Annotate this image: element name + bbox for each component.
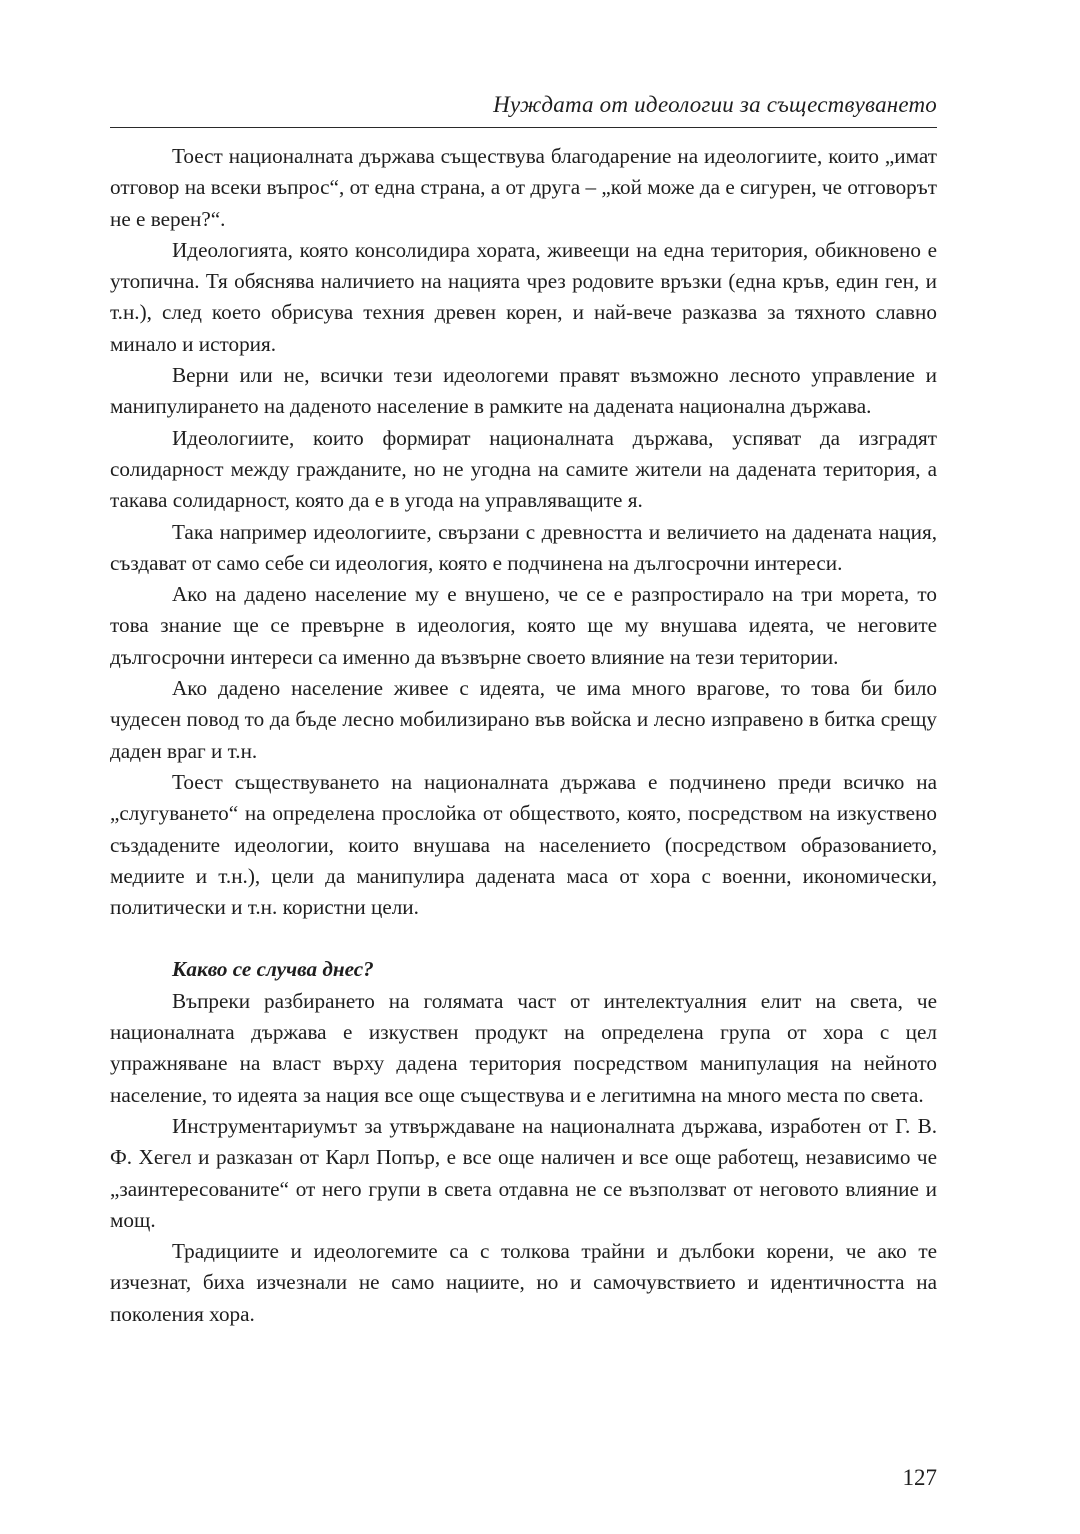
- paragraph-1: Тоест националната държава съществува благодарение на идеологиите, които „имат отговор на всеки въпрос“, от една страна, а от друга – „кой може да е сигурен, че отговорът не е верен?“.: [110, 144, 937, 231]
- page-number: 127: [902, 1465, 937, 1490]
- section-paragraph-2: Инструментариумът за утвърждаване на националната държава, изработен от Г. В. Ф. Хегел и разказан от Карл Попър, е все още наличен и все още работещ, независимо че „заинтересованите“ от него групи в света отдавна не се възползват от неговото влияние и мощ.: [110, 1113, 937, 1232]
- paragraph-5: Така например идеологиите, свързани с древността и величието на дадената нация, създават от само себе си идеология, която е подчинена на дългосрочни интереси.: [110, 519, 937, 575]
- section-heading: Какво се случва днес?: [172, 957, 374, 982]
- running-header-title: Нуждата от идеологии за съществуването: [493, 92, 937, 117]
- paragraph-3: Верни или не, всички тези идеологеми правят възможно лесното управление и манипулирането на даденото население в рамките на дадената национална държава.: [110, 363, 937, 419]
- paragraph-4: Идеологиите, които формират националната държава, успяват да изградят солидарност между гражданите, но не угодна на самите жители на дадената територия, а такава солидарност, която да е в угода на управляващите я.: [110, 425, 937, 513]
- page-body: [110, 141, 937, 1330]
- paragraph-7: Ако дадено население живее с идеята, че има много врагове, то това би било чудесен повод то да бъде лесно мобилизирано във войска и лесно изправено в битка срещу даден враг и т.н.: [110, 676, 937, 763]
- header-rule: [110, 127, 937, 128]
- paragraph-6: Ако на дадено население му е внушено, че се е разпростирало на три морета, то това знание ще се превърне в идеология, която ще му внушава идеята, че неговите дългосрочни интереси са именно да възвърне своето влияние на тези територии.: [110, 582, 937, 669]
- section-paragraph-1: Въпреки разбирането на голямата част от интелектуалния елит на света, че националната държава е изкуствен продукт на определена група от хора с цел упражняване на власт върху дадена територия посредством манипулация на нейното население, то идеята за нация все още съществува и е легитимна на много места по света.: [110, 988, 937, 1107]
- paragraph-2: Идеологията, която консолидира хората, живеещи на една територия, обикновено е утопична. Тя обяснява наличието на нацията чрез родовите връзки (една кръв, един ген, и т.н.), след което обрисува техния древен корен, и най-вече разказва за тяхното славно минало и история.: [110, 237, 937, 356]
- paragraph-8: Тоест съществуването на националната държава е подчинено преди всичко на „слугуването“ на определена прослойка от обществото, която, посредством на изкуствено създадените идеологии, които внушава на населението (посредством образованието, медиите и т.н.), цели да манипулира дадената маса от хора с военни, икономически, политически и т.н. користни цели.: [110, 769, 937, 920]
- section-paragraph-3: Традициите и идеологемите са с толкова трайни и дълбоки корени, че ако те изчезнат, биха изчезнали не само нациите, но и самочувствието и идентичността на поколения хора.: [110, 1239, 937, 1326]
